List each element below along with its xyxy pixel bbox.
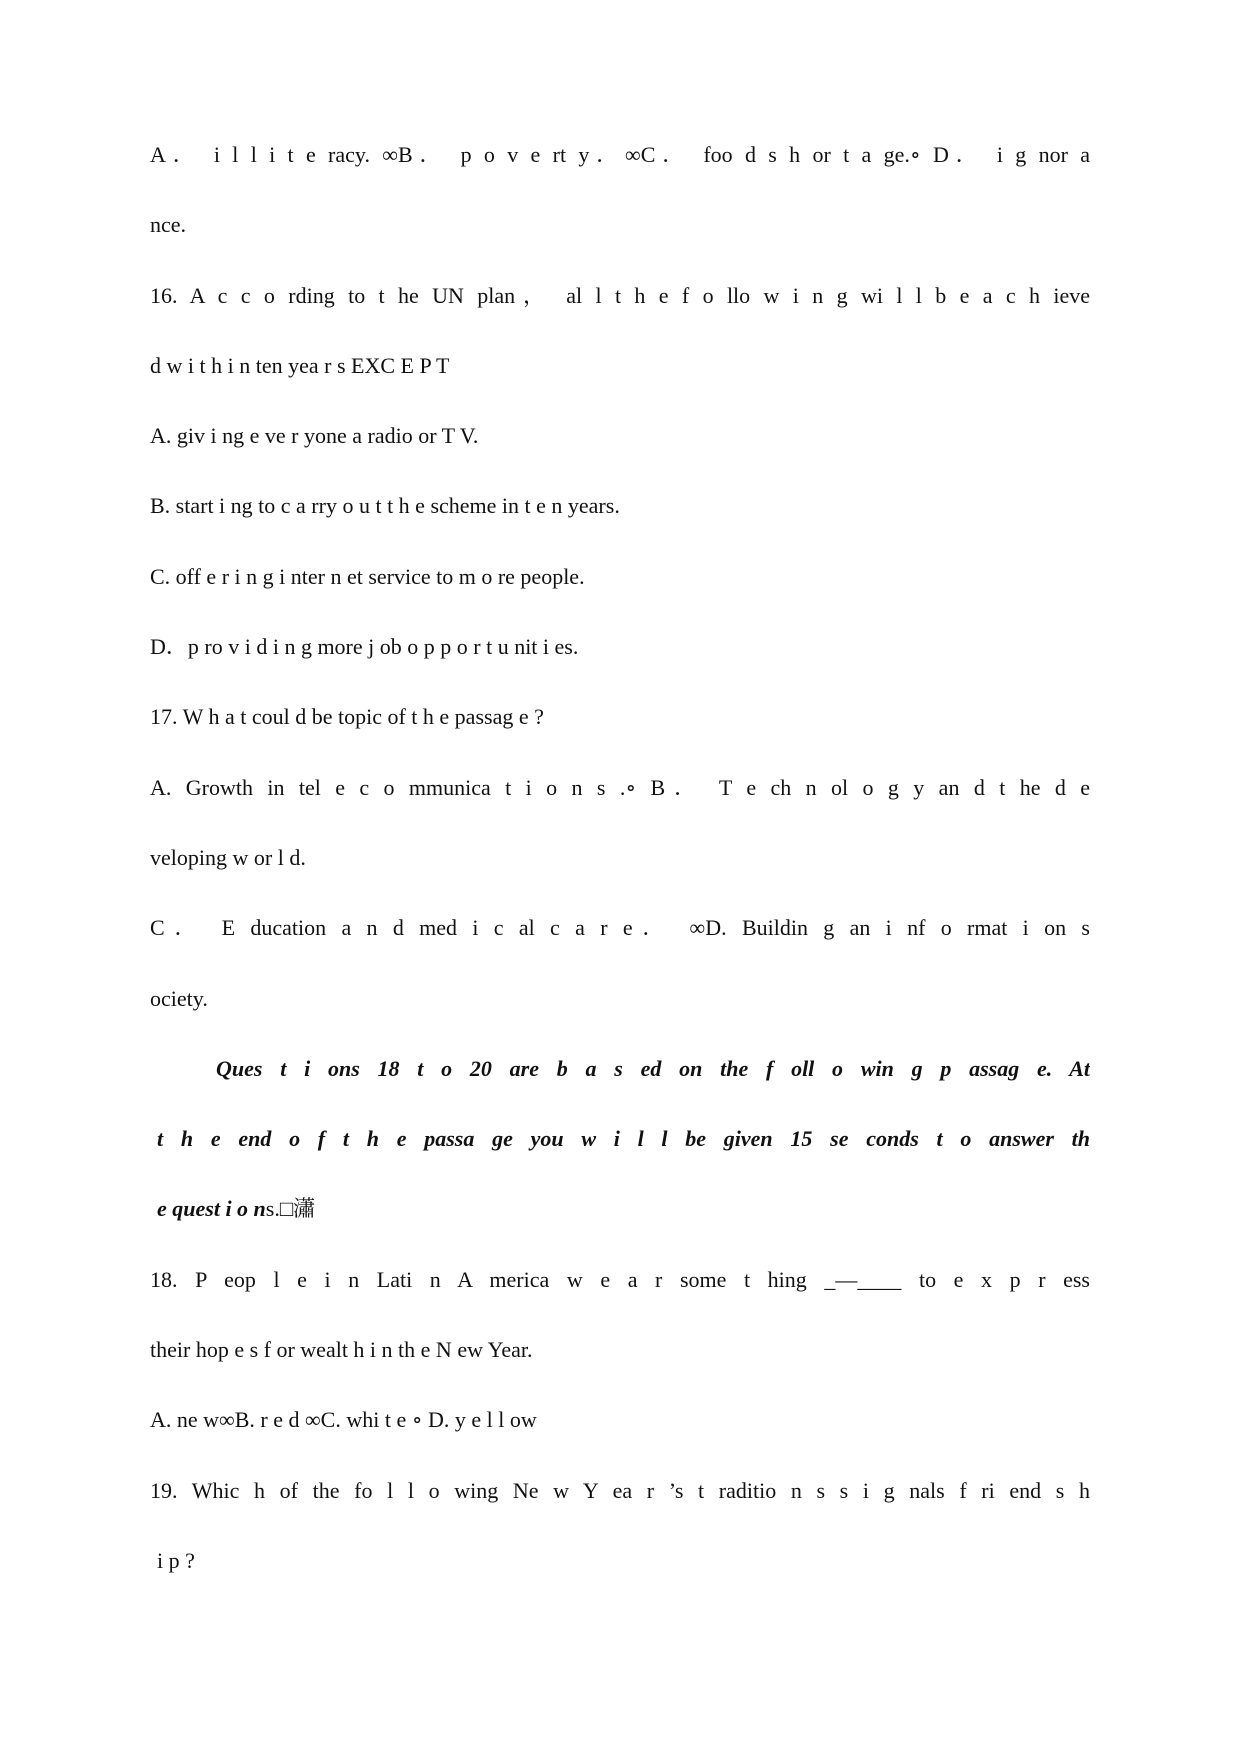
q16-option-d: D．p ro v i d i n g more j ob o p p o r t u nit i es. <box>150 634 579 660</box>
exam-page <box>150 120 1090 1596</box>
q15-options-line-2: nce. <box>150 212 187 238</box>
section-directions-line-2: t h e end o f t h e passa ge you w i l l be given 15 se conds t o answer th <box>157 1126 1090 1152</box>
q15-options-line-1: A． i l l i t e racy. ∞B． p o v e rt y．∞C． foo d s h or t a ge.∘ D． i g nor a <box>150 142 1090 167</box>
q16-option-a: A. giv i ng e ve r yone a radio or T V. <box>150 423 479 449</box>
q16-stem-line-1: 16. A c c o rding to t he UN plan， al l t h e f o llo w i n g wi l l b e a c h ieve <box>150 282 1090 308</box>
section-directions-bold-text: e quest i o n <box>157 1196 266 1222</box>
q19-stem-line-2: i p ? <box>157 1547 195 1573</box>
q18-options: A. ne w∞B. r e d ∞C. whi t e ∘ D. y e l l ow <box>150 1407 537 1433</box>
q18-stem-line-2: their hop e s f or wealt h i n th e N ew Year. <box>150 1337 533 1363</box>
section-directions-line-3 <box>150 1174 1090 1244</box>
q16-option-c: C. off e r i n g i nter n et service to m o re people. <box>150 563 585 589</box>
q16-option-b: B. start i ng to c a rry o u t t h e scheme in t e n years. <box>150 493 620 519</box>
q17-options-line-1: A. Growth in tel e c o mmunica t i o n s .∘ B． T e ch n ol o g y an d t he d e <box>150 774 1090 800</box>
section-directions-trailing-text: s.□瀟 <box>265 1196 316 1222</box>
q17-stem: 17. W h a t coul d be topic of t h e passag e ? <box>150 704 544 730</box>
section-directions-line-1: Ques t i ons 18 t o 20 are b a s ed on the f oll o win g p assag e. At <box>216 1055 1090 1081</box>
q18-stem-line-1: 18. P eop l e i n Lati n A merica w e a r some t hing _—____ to e x p r ess <box>150 1266 1090 1292</box>
q17-options-line-2: veloping w or l d. <box>150 844 306 870</box>
q16-stem-line-2: d w i t h i n ten yea r s EXC E P T <box>150 352 450 378</box>
q19-stem-line-1: 19. Whic h of the fo l l o wing Ne w Y ea r ’s t raditio n s s i g nals f ri end s h <box>150 1477 1090 1503</box>
q17-options-line-4: ociety. <box>150 985 208 1011</box>
q17-options-line-3: C． E ducation a n d med i c al c a r e． ∞D. Buildin g an i nf o rmat i on s <box>150 915 1090 941</box>
